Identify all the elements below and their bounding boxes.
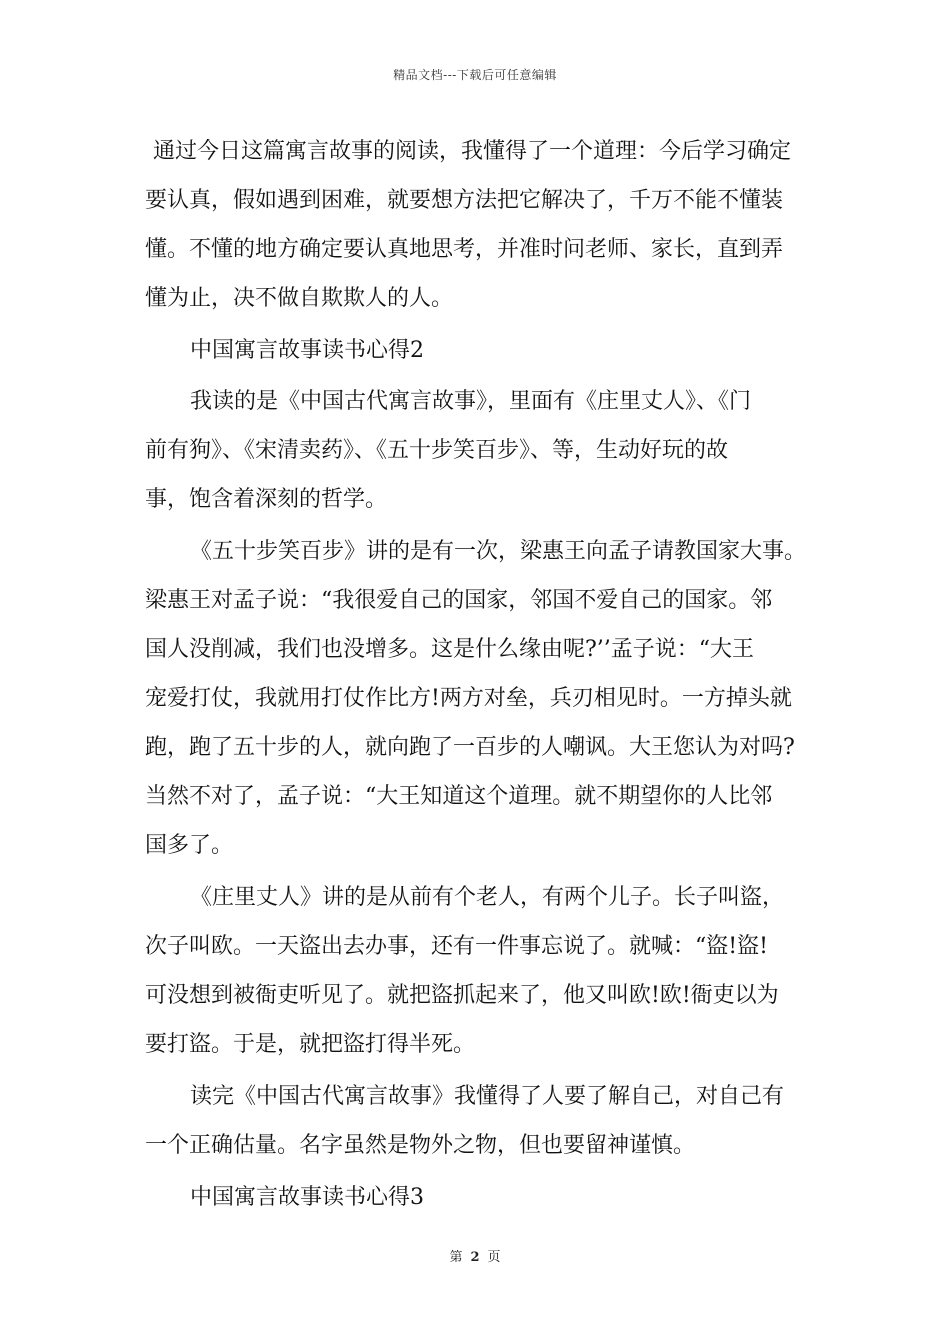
paragraph-line: 懂为止，决不做自欺欺人的人。: [145, 286, 454, 311]
paragraph-line: 次子叫欧。一天盜出去办事，还有一件事忘说了。就喊：“盜!盜!: [145, 934, 768, 959]
paragraph-line: 国人没削减，我们也没增多。这是什么缘由呢?’’孟子说：“大王: [145, 637, 755, 662]
paragraph-line: 我读的是《中国古代寓言故事》，里面有《庄里丈人》、《门: [190, 389, 752, 414]
paragraph-line: 要认真，假如遇到困难，就要想方法把它解决了，千万不能不懂装: [145, 188, 784, 213]
paragraph-line: 跑，跑了五十步的人，就向跑了一百步的人嘲讽。大王您认为对吗?: [145, 735, 795, 760]
paragraph-line: 事，饱含着深刻的哲学。: [145, 487, 388, 512]
paragraph-line: 通过今日这篇寓言故事的阅读，我懂得了一个道理：今后学习确定: [153, 139, 792, 164]
paragraph-line: 《庄里丈人》讲的是从前有个老人，有两个儿子。长子叫盜，: [190, 885, 785, 910]
page-number: 2: [470, 1250, 480, 1265]
paragraph-line: 读完《中国古代寓言故事》我懂得了人要了解自己，对自己有: [190, 1084, 785, 1109]
paragraph-line: 《五十步笑百步》讲的是有一次，梁惠王向孟子请教国家大事。: [190, 539, 807, 564]
paragraph-line: 当然不对了，孟子说：“大王知道这个道理。就不期望你的人比邻: [145, 784, 773, 809]
paragraph-line: 懂。不懂的地方确定要认真地思考，并准时问老师、家长，直到弄: [145, 237, 784, 262]
paragraph-line: 可没想到被衙吏听见了。就把盜抓起来了，他又叫欧!欧!衙吏以为: [145, 983, 779, 1008]
section-heading: 中国寓言故事读书心得2: [190, 338, 424, 363]
paragraph-line: 前有狗》、《宋清卖药》、《五十步笑百步》、等，生动好玩的故: [145, 438, 729, 463]
paragraph-line: 一个正确估量。名字虽然是物外之物，但也要留神谨慎。: [145, 1133, 696, 1158]
paragraph-line: 梁惠王对孟子说：“我很爱自己的国家，邻国不爱自己的国家。邻: [145, 588, 773, 613]
section-heading: 中国寓言故事读书心得3: [190, 1185, 424, 1210]
paragraph-line: 要打盜。于是，就把盜打得半死。: [145, 1032, 476, 1057]
paragraph-line: 国多了。: [145, 833, 234, 858]
page-header: 精品文档---下载后可任意编辑: [393, 68, 557, 82]
page-footer: [0, 1246, 950, 1265]
paragraph-line: 宠爱打仗，我就用打仗作比方!两方对垒，兵刃相见时。一方掉头就: [145, 686, 792, 711]
page-prefix: 第: [449, 1250, 463, 1265]
page-suffix: 页: [487, 1250, 501, 1265]
